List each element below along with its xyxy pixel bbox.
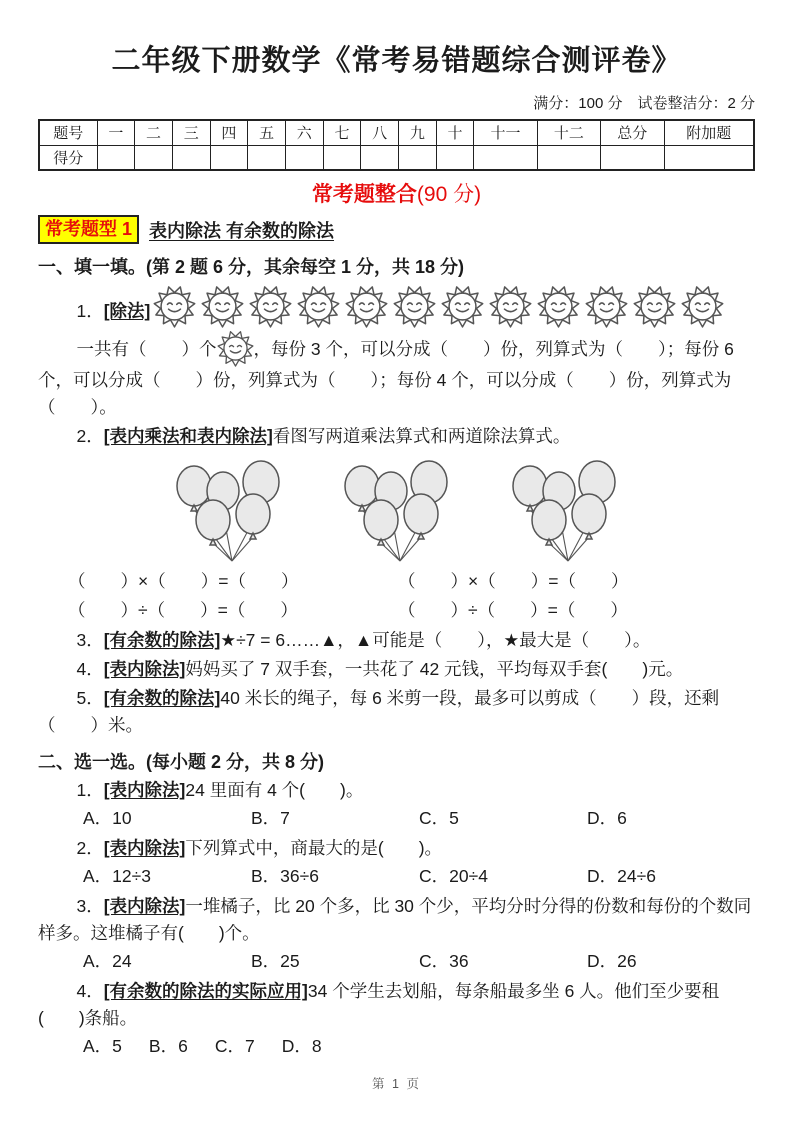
sun-icon — [681, 285, 724, 328]
question-text-part: 下列算式中，商最大的是( )。 — [185, 838, 443, 858]
score-table-header-cell: 九 — [399, 120, 437, 145]
option-item: D．6 — [587, 808, 627, 828]
option-item: D．26 — [587, 951, 637, 971]
question-number: 5． — [76, 688, 104, 708]
equation-text: （ ）÷（ ）=（ ） — [68, 600, 298, 620]
knowledge-tag: [有余数的除法的实际应用] — [103, 981, 308, 1001]
sun-icon — [249, 285, 292, 328]
options-row — [38, 1032, 755, 1061]
sun-icon — [585, 285, 628, 328]
score-table-header-cell: 附加题 — [664, 120, 754, 145]
sun-icon — [633, 285, 676, 328]
score-table-empty-cell — [601, 145, 664, 170]
option-item: A．10 — [83, 808, 132, 828]
topic-title: 表内除法 有余数的除法 — [149, 220, 335, 241]
knowledge-tag: [表内乘法和表内除法] — [103, 426, 273, 446]
balloon-bunch-icon — [322, 453, 472, 565]
section2-questions — [38, 777, 755, 1061]
knowledge-tag: [有余数的除法] — [103, 630, 221, 650]
score-table-empty-cell — [97, 145, 135, 170]
option-item: A．24 — [83, 951, 132, 971]
option-item: C．5 — [419, 808, 459, 828]
question-text — [38, 835, 755, 862]
score-table-header-cell: 三 — [172, 120, 210, 145]
question-number: 2． — [76, 838, 104, 858]
question-1-header — [77, 285, 756, 328]
option-item: D．24÷6 — [587, 866, 656, 886]
score-table-empty-cell — [361, 145, 399, 170]
score-note: 满分：100 分 试卷整洁分：2 分 — [533, 95, 755, 112]
score-table-header-cell: 四 — [210, 120, 248, 145]
score-table-header-cell: 一 — [97, 120, 135, 145]
question-4-text — [38, 656, 755, 683]
question-1-text — [38, 330, 755, 421]
equation-text: （ ）÷（ ）=（ ） — [398, 600, 628, 620]
question-text-part: ★÷7 = 6……▲，▲可能是（ ），★最大是（ ）。 — [220, 630, 651, 650]
score-table-row-label: 得分 — [39, 145, 97, 170]
score-table-empty-cell — [285, 145, 323, 170]
score-table-header-cell: 二 — [135, 120, 173, 145]
option-item: D．8 — [281, 1036, 322, 1056]
sun-icon — [537, 285, 580, 328]
question-number: 4． — [76, 981, 104, 1001]
question-text-part: 妈妈买了 7 双手套，一共花了 42 元钱，平均每双手套( )元。 — [185, 659, 684, 679]
knowledge-tag: [有余数的除法] — [103, 688, 221, 708]
score-table-empty-cell — [664, 145, 754, 170]
option-item: B．25 — [251, 951, 300, 971]
score-table-header-cell: 总分 — [601, 120, 664, 145]
question-label — [77, 298, 151, 328]
score-table-empty-cell — [323, 145, 361, 170]
question-number: 2． — [76, 426, 104, 446]
question-text-part: 34 个学生去划船，每条船最多坐 6 人。他们至少要租( )条船。 — [38, 981, 720, 1028]
page-footer: 第 1 页 — [372, 1077, 421, 1091]
equation-text: （ ）×（ ）=（ ） — [398, 571, 629, 591]
question-number: 3． — [76, 630, 104, 650]
equation-row — [38, 567, 755, 596]
option-item: B．36÷6 — [251, 866, 319, 886]
knowledge-tag: [除法] — [103, 301, 151, 321]
balloon-bunch-icon — [154, 453, 304, 565]
equation-block — [38, 567, 755, 625]
topic-badge: 常考题型 1 — [38, 215, 139, 244]
question-text — [38, 978, 755, 1032]
equation-text: （ ）×（ ）=（ ） — [68, 571, 299, 591]
option-item: B．6 — [148, 1036, 188, 1056]
option-item: C．20÷4 — [419, 866, 488, 886]
question-5-text — [38, 685, 755, 739]
main-heading-score: (90 分) — [416, 183, 482, 206]
question-number: 4． — [76, 659, 104, 679]
topic-row — [38, 215, 755, 244]
question-text-part: 40 米长的绳子，每 6 米剪一段，最多可以剪成（ ）段，还剩（ ）米。 — [38, 688, 720, 735]
question-text-part: 一堆橘子，比 20 个多，比 30 个少，平均分时分得的份数和每份的个数同样多。这堆橘子有( )个。 — [38, 896, 752, 943]
sun-icon — [217, 339, 254, 359]
question-3-text — [38, 627, 755, 654]
score-table-empty-cell — [537, 145, 600, 170]
score-table-header-cell: 十 — [436, 120, 474, 145]
options-row — [38, 947, 755, 976]
score-table-empty-cell — [436, 145, 474, 170]
question-number: 1． — [76, 780, 104, 800]
score-table-empty-cell — [248, 145, 286, 170]
option-item: B．7 — [251, 808, 290, 828]
score-table-empty-cell — [399, 145, 437, 170]
balloon-row — [38, 453, 755, 565]
sun-icon — [441, 285, 484, 328]
sun-icon — [393, 285, 436, 328]
question-text-part: ，每份 3 个，可以分成（ ）份，列算式为（ ）；每份 6 个，可以分成（ ）份，列算式为（ ）；每份 4 个，可以分成（ ）份，列算式为（ ）。 — [38, 339, 734, 417]
option-item: A．12÷3 — [83, 866, 151, 886]
knowledge-tag: [表内除法] — [103, 838, 186, 858]
knowledge-tag: [表内除法] — [103, 780, 186, 800]
score-table-header-cell: 七 — [323, 120, 361, 145]
score-table-header-cell: 五 — [248, 120, 286, 145]
options-row — [38, 862, 755, 891]
score-table — [38, 119, 755, 171]
equation-row — [38, 596, 755, 625]
question-2-text — [38, 423, 755, 450]
question-text — [38, 777, 755, 804]
sun-icon — [297, 285, 340, 328]
question-text-part: 一共有（ ）个 — [76, 339, 217, 359]
score-table-empty-cell — [135, 145, 173, 170]
sun-icon — [201, 285, 244, 328]
score-table-header-cell: 十一 — [474, 120, 537, 145]
knowledge-tag: [表内除法] — [103, 659, 186, 679]
main-heading — [38, 178, 755, 208]
question-text-part: 看图写两道乘法算式和两道除法算式。 — [272, 426, 571, 446]
score-table-header-cell: 六 — [285, 120, 323, 145]
score-table-empty-cell — [210, 145, 248, 170]
sun-icon — [489, 285, 532, 328]
knowledge-tag: [表内除法] — [103, 896, 186, 916]
options-row — [38, 804, 755, 833]
question-number: 3． — [76, 896, 104, 916]
score-table-empty-cell — [474, 145, 537, 170]
section-2-heading: 二、选一选。(每小题 2 分，共 8 分) — [38, 752, 325, 772]
question-text — [38, 893, 755, 947]
option-item: C．36 — [419, 951, 469, 971]
score-table-header-label: 题号 — [39, 120, 97, 145]
score-table-empty-cell — [172, 145, 210, 170]
score-table-header-cell: 十二 — [537, 120, 600, 145]
sun-icon — [153, 285, 196, 328]
question-number: 1． — [76, 301, 104, 321]
score-table-header-cell: 八 — [361, 120, 399, 145]
section-1-heading: 一、填一填。(第 2 题 6 分，其余每空 1 分，共 18 分) — [38, 257, 465, 277]
question-text-part: 24 里面有 4 个( )。 — [185, 780, 364, 800]
option-item: A．5 — [83, 1036, 122, 1056]
main-heading-red: 常考题整合 — [311, 183, 417, 206]
balloon-bunch-icon — [490, 453, 640, 565]
sun-icon — [345, 285, 388, 328]
page-title: 二年级下册数学《常考易错题综合测评卷》 — [111, 45, 682, 77]
sun-row — [153, 285, 724, 328]
option-item: C．7 — [214, 1036, 255, 1056]
